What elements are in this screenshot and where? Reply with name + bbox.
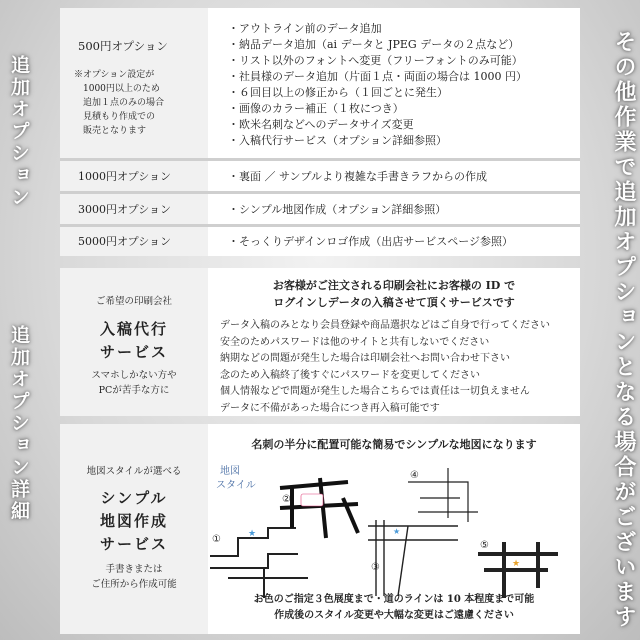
map-num-2: ② [282,494,291,505]
nyuko-heading: お客様がご注文される印刷会社にお客様の ID で ログインしデータの入稿させて頂くサービスです [272,279,516,309]
nyuko-post: スマホしかない方や PCが苦手な方に [91,370,177,396]
map-heading: 名刺の半分に配置可能な簡易でシンプルな地図になります [251,438,537,451]
map-star-5: ★ [512,559,521,569]
map-pre: 地図スタイルが選べる [86,466,182,477]
price-label-1000: 1000円オプション [78,170,172,183]
map-sample-5 [478,542,558,598]
map-sample-2-bubble [301,494,323,506]
side-title-option-details: 追加オプション詳細 [8,325,30,523]
map-num-1: ① [212,534,221,545]
nyuko-service-panel [60,268,580,416]
pricing-row-1000 [60,161,580,191]
map-star-3: ★ [393,527,401,536]
pricing-row-500 [60,8,580,158]
side-note-other-work: その他作業で追加オプションとなる場合がございます [611,30,637,630]
pricing-row-5000 [60,227,580,256]
map-sample-3 [368,520,458,596]
price-item-5000: ・そっくりデザインロゴ作成（出店サービスページ参照） [228,235,514,248]
map-style-label-2: スタイル [216,480,256,491]
map-post: 手書きまたは ご住所から作成可能 [91,564,177,590]
price-label-3000: 3000円オプション [78,203,172,216]
pricing-panel [60,8,580,256]
map-star-1: ★ [248,529,257,539]
map-footer: お色のご指定３色展度まで・道のラインは 10 本程度まで可能 作成後のスタイル変更や大幅な変更はご遠慮ください [253,594,535,621]
nyuko-title: 入稿代行 サービス [99,320,168,361]
side-title-options: 追加オプション [8,55,30,209]
map-title: シンプル 地図作成 サービス [99,489,168,553]
nyuko-body: データ入稿のみとなり会員登録や商品選択などはご自身で行ってください 安全のためパスワードは他のサイトと共有しないでください 納期などの問題が発生した場合は印刷会社へお問い合わせ下さい 念のため入稿終了後すぐにパスワードを変更してください 個人情報などで問題が発生した場合こちらでは責任は一切負えません データに不備があった場合につき再入稿可能です [220,320,550,414]
price-items-500: ・アウトライン前のデータ追加 ・納品データ追加（ai データと JPEG データの２点など） ・リスト以外のフォントへ変更（フリーフォントのみ可能） ・社員様のデータ追加（片面１点・両面の場合は 1000 円） ・６回目以上の修正から（１回ごとに発生） ・画像のカラー補正（１枚につき） ・欧米名刺などへのデータサイズ変更 ・入稿代行サービス（オプション詳細参照） [228,22,527,147]
pricing-row-3000 [60,194,580,224]
price-item-3000: ・シンプル地図作成（オプション詳細参照） [228,203,447,216]
map-num-3: ③ [371,562,380,573]
price-note-500: ※オプション設定が 1000円以上のため 追加１点のみの場合 見積もり作成での 販売となります [74,70,165,136]
map-num-4: ④ [410,470,419,481]
map-sample-1 [210,528,308,598]
map-num-5: ⑤ [480,540,489,551]
price-label-5000: 5000円オプション [78,235,172,248]
map-style-label-1: 地図 [220,466,240,477]
nyuko-pre: ご希望の印刷会社 [95,296,172,307]
map-samples [208,458,580,598]
map-service-panel [60,424,580,634]
price-item-1000: ・裏面 ／ サンプルより複雑な手書きラフからの作成 [228,170,488,183]
price-label-500: 500円オプション [78,39,168,53]
